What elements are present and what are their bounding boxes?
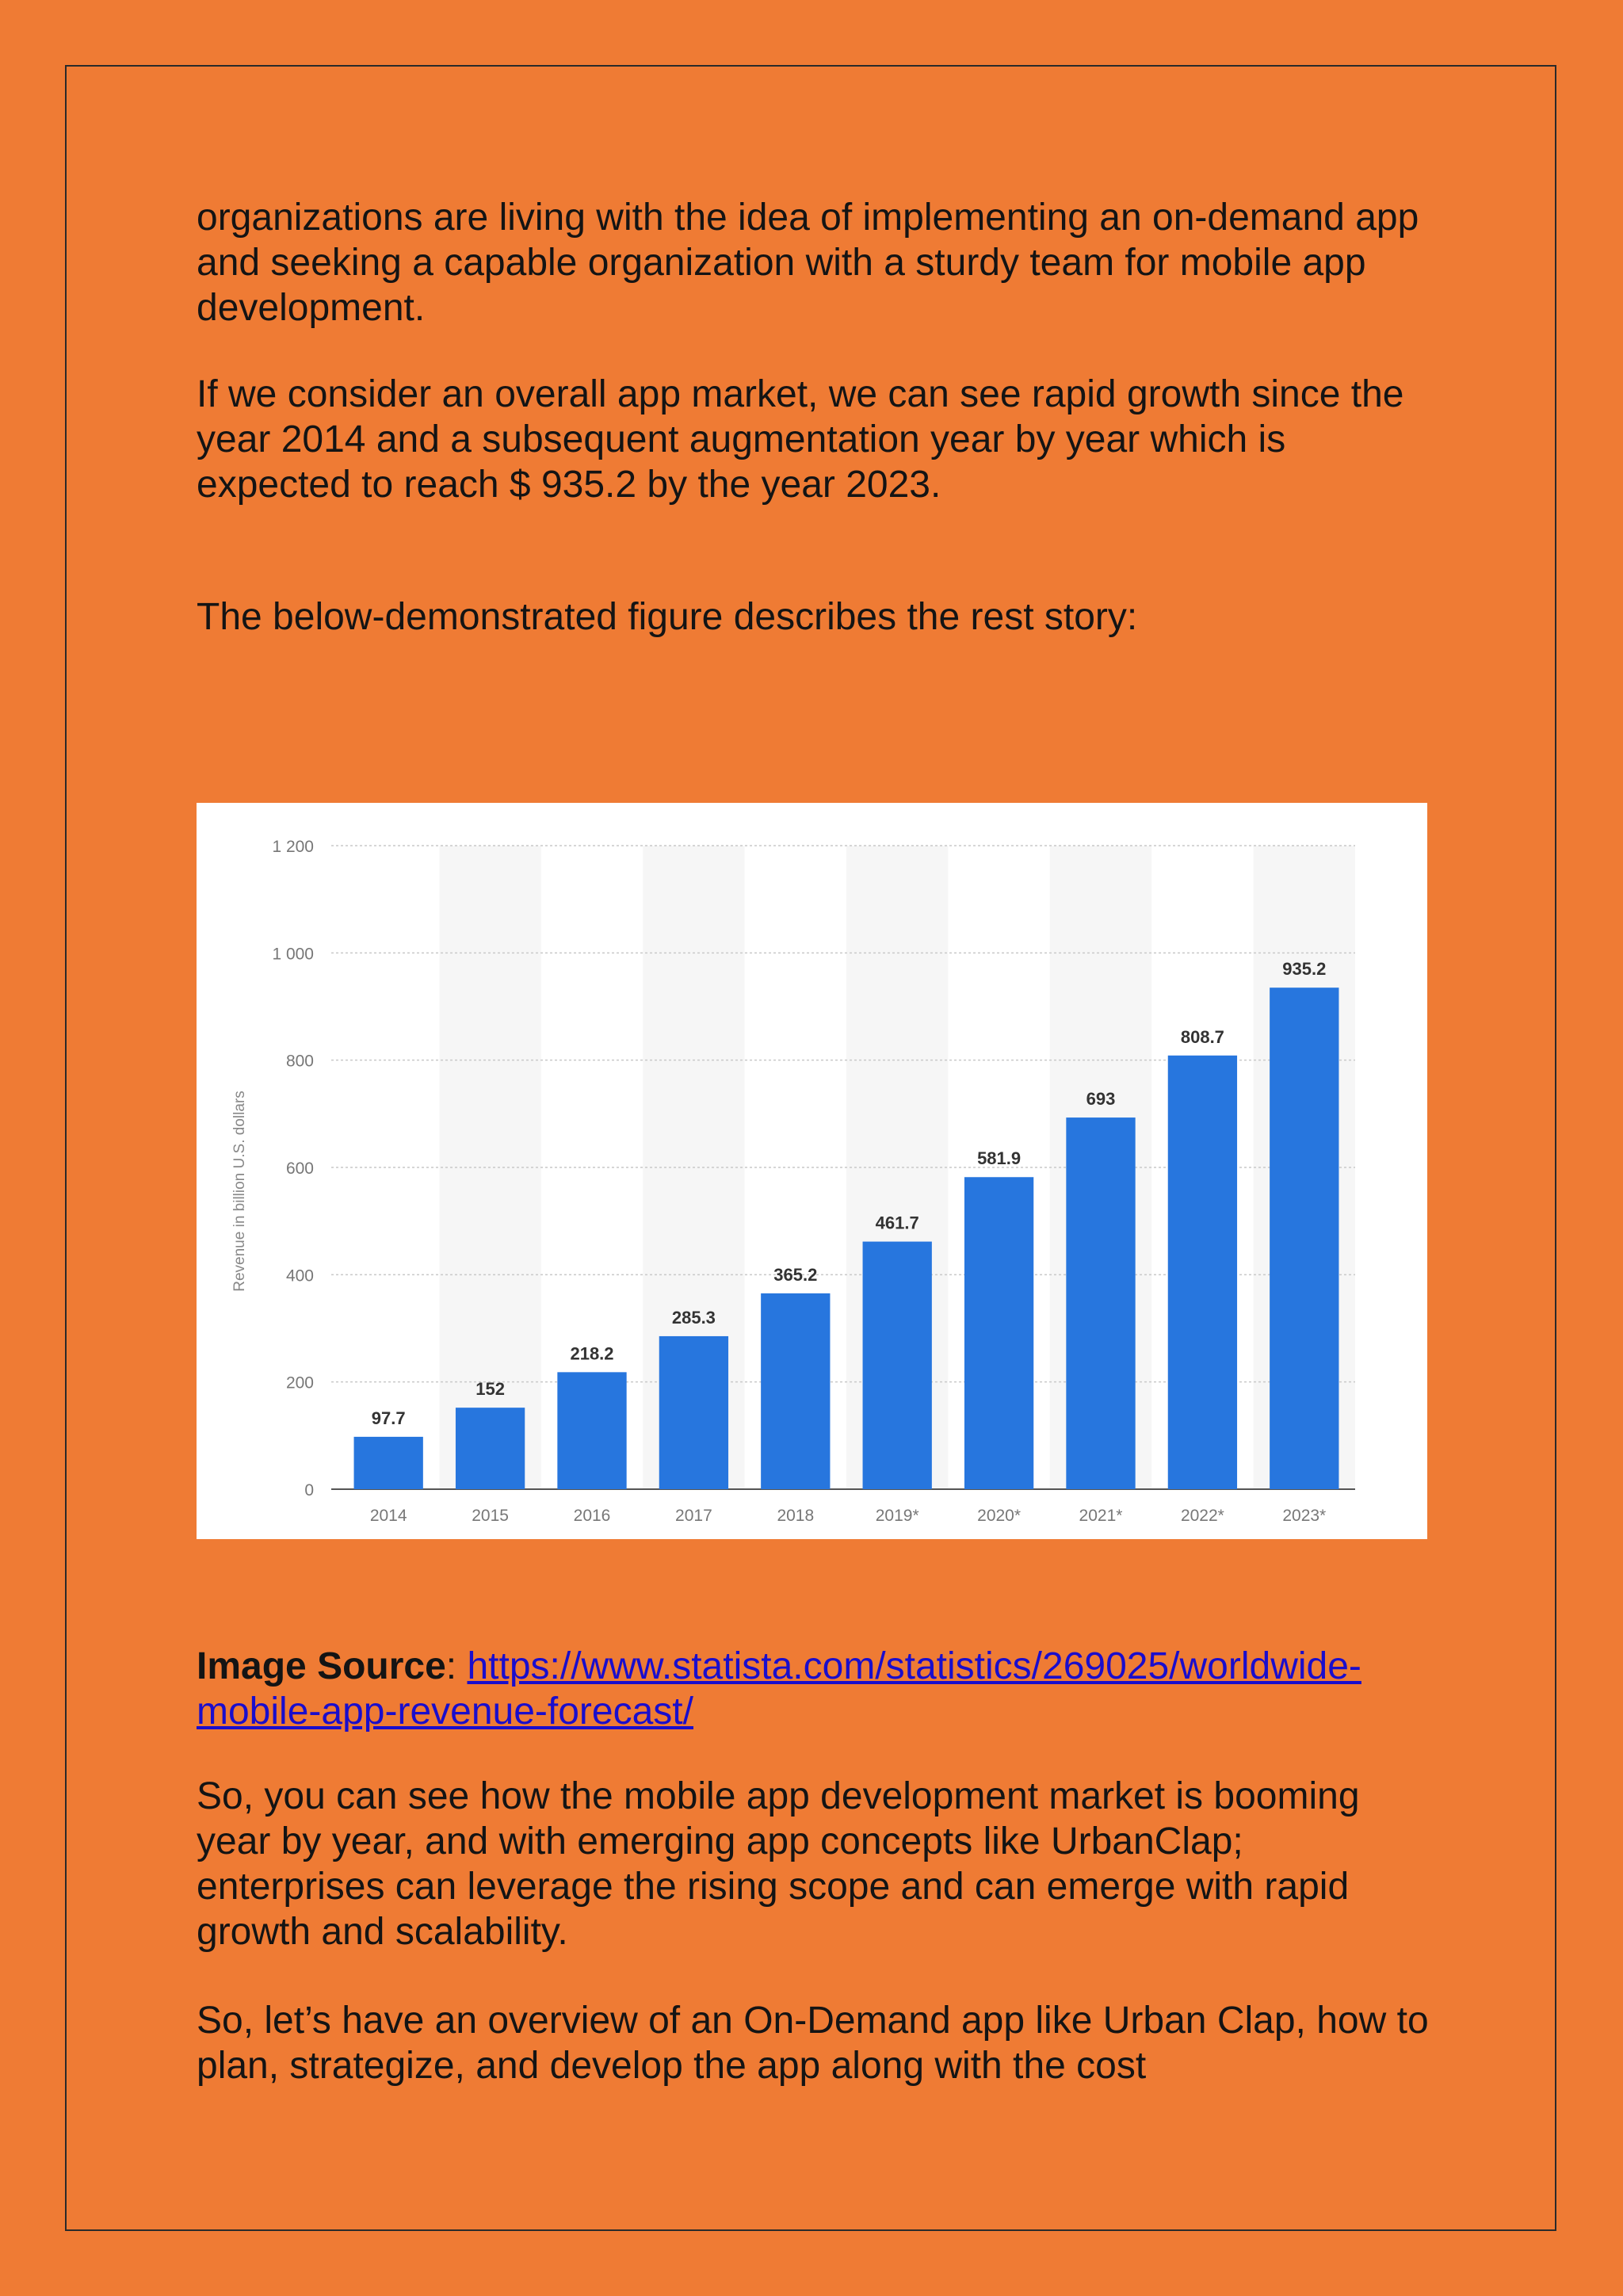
bar-value-label: 285.3 [671,1307,716,1328]
bar-value-label: 152 [475,1379,505,1400]
y-tick-label: 400 [285,1266,314,1286]
bar-value-label: 97.7 [371,1408,406,1428]
bar [964,1177,1033,1489]
y-tick-label: 1 000 [272,945,314,964]
image-source-label: Image Source [197,1645,446,1687]
bar [863,1242,932,1489]
bar [1168,1056,1237,1489]
image-source-link[interactable]: https://www.statista.com/statistics/269025/worldwide-mobile-app-revenue-forecast/ [197,1645,1361,1733]
bar-value-label: 365.2 [773,1264,818,1285]
body-text-top [197,195,1433,640]
paragraph-market: If we consider an overall app market, we can see rapid growth since the year 2014 and a subsequent augmentation year by year which is expected to reach $ 935.2 by the year 2023. [197,373,1404,506]
x-tick-label: 2014 [369,1507,407,1525]
image-source-line [197,1644,1433,1734]
bar [659,1336,728,1489]
x-tick-label: 2023* [1282,1507,1327,1525]
bar-value-label: 581.9 [977,1148,1022,1169]
x-tick-label: 2017 [675,1507,712,1525]
bar [761,1293,830,1489]
paragraph-figure-intro: The below-demonstrated figure describes the rest story: [197,596,1138,638]
x-tick-label: 2021* [1079,1507,1123,1525]
x-tick-label: 2020* [977,1507,1022,1525]
bar [557,1372,626,1489]
bar [456,1408,525,1489]
image-source-separator: : [445,1645,468,1687]
x-tick-label: 2015 [472,1507,509,1525]
bar [1066,1117,1135,1489]
y-tick-label: 0 [304,1481,314,1499]
y-tick-label: 800 [285,1052,314,1071]
revenue-chart-svg [197,803,1427,1539]
y-tick-label: 200 [285,1373,314,1392]
bar-value-label: 218.2 [570,1343,614,1364]
bar-value-label: 935.2 [1282,959,1327,980]
y-tick-label: 600 [285,1159,314,1178]
bar-value-label: 693 [1086,1089,1116,1110]
paragraph-intro: organizations are living with the idea of implementing an on-demand app and seeking a capable organization with a sturdy team for mobile app development. [197,197,1419,329]
x-tick-label: 2019* [875,1507,919,1525]
body-text-bottom [197,1774,1433,2088]
y-axis-label: Revenue in billion U.S. dollars [231,1091,248,1292]
bar-value-label: 461.7 [875,1213,919,1233]
revenue-chart [197,803,1427,1539]
y-tick-label: 1 200 [272,838,314,856]
paragraph-overview: So, let’s have an overview of an On-Demand app like Urban Clap, how to plan, strategize, and develop the app along with the cost [197,2000,1429,2087]
x-tick-label: 2018 [777,1507,815,1525]
x-tick-label: 2016 [573,1507,611,1525]
x-tick-label: 2022* [1180,1507,1224,1525]
paragraph-booming: So, you can see how the mobile app development market is booming year by year, and with emerging app concepts like UrbanClap; enterprises can leverage the rising scope and can emerge with rapid growth and scalability. [197,1775,1360,1953]
bar [1270,988,1338,1489]
bar [354,1437,423,1489]
bar-value-label: 808.7 [1180,1026,1224,1047]
